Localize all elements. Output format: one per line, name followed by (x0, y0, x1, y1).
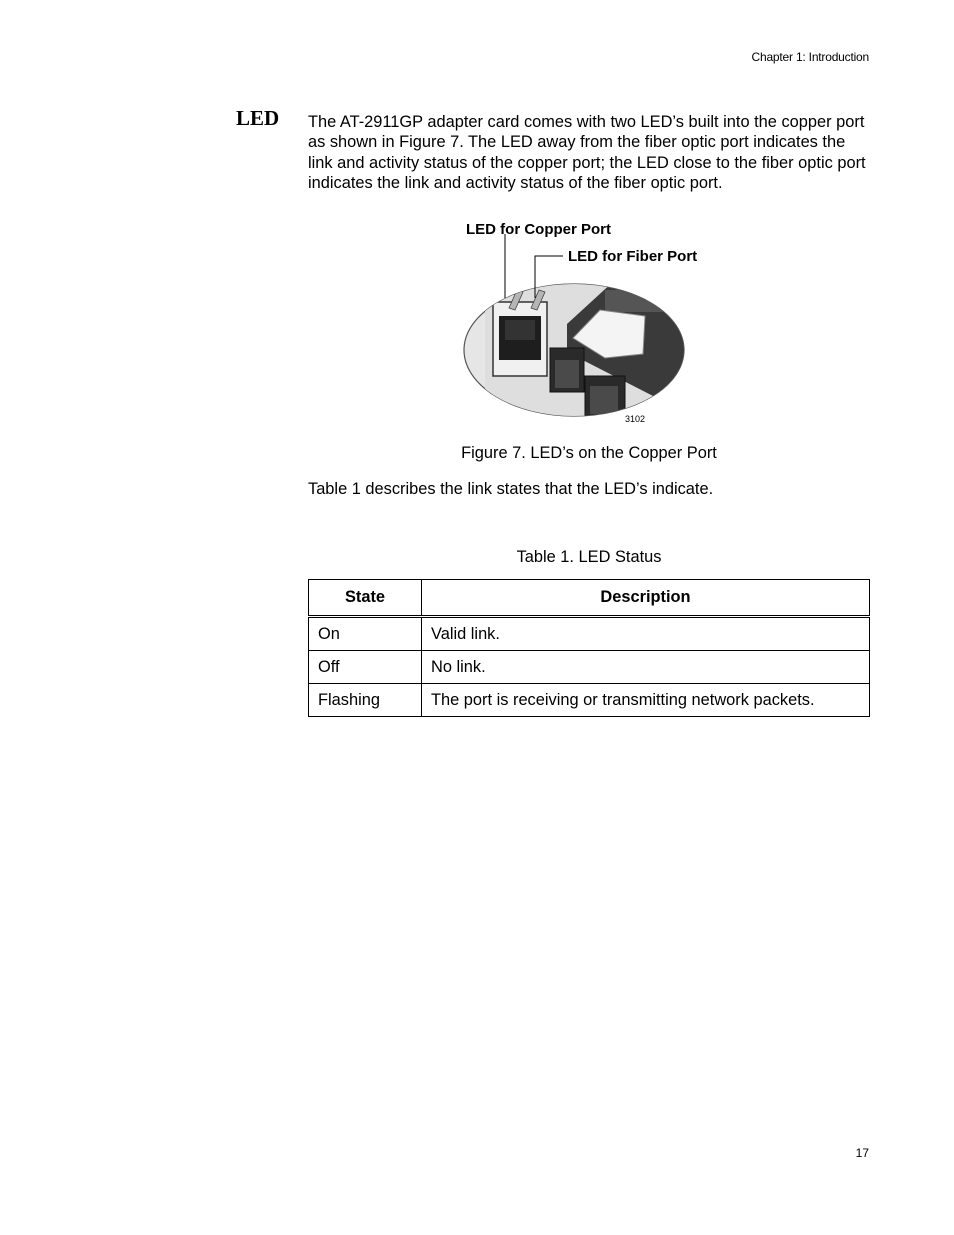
figure-caption: Figure 7. LED’s on the Copper Port (461, 444, 717, 462)
table-row (309, 651, 870, 684)
cell-description: No link. (422, 651, 870, 684)
section-title: LED (236, 106, 280, 130)
label-led-fiber-port: LED for Fiber Port (568, 248, 698, 265)
header-state: State (309, 580, 422, 617)
led-status-table (308, 579, 870, 717)
table-caption: Table 1. LED Status (516, 548, 662, 566)
table-intro-paragraph: Table 1 describes the link states that the LED’s indicate. (308, 480, 714, 498)
table-row (309, 617, 870, 651)
intro-paragraph: The AT-2911GP adapter card comes with two LED’s built into the copper port as shown in Figure 7. The LED away from the fiber optic port indicates the link and activity status of the copper port; the LED close to the fiber optic port indicates the link and activity status of the fiber optic port. (308, 113, 866, 192)
table-row (309, 684, 870, 717)
header-description: Description (422, 580, 870, 617)
figure-code: 3102 (625, 414, 646, 424)
cell-state: On (309, 617, 422, 651)
table-header-row (309, 580, 870, 617)
cell-state: Off (309, 651, 422, 684)
cell-description: The port is receiving or transmitting network packets. (422, 684, 870, 717)
port-illustration (455, 212, 725, 434)
running-header: Chapter 1: Introduction (751, 50, 869, 64)
page-number: 17 (855, 1146, 869, 1160)
cell-description: Valid link. (422, 617, 870, 651)
label-led-copper-port: LED for Copper Port (466, 221, 611, 238)
cell-state: Flashing (309, 684, 422, 717)
led-figure (455, 212, 725, 434)
